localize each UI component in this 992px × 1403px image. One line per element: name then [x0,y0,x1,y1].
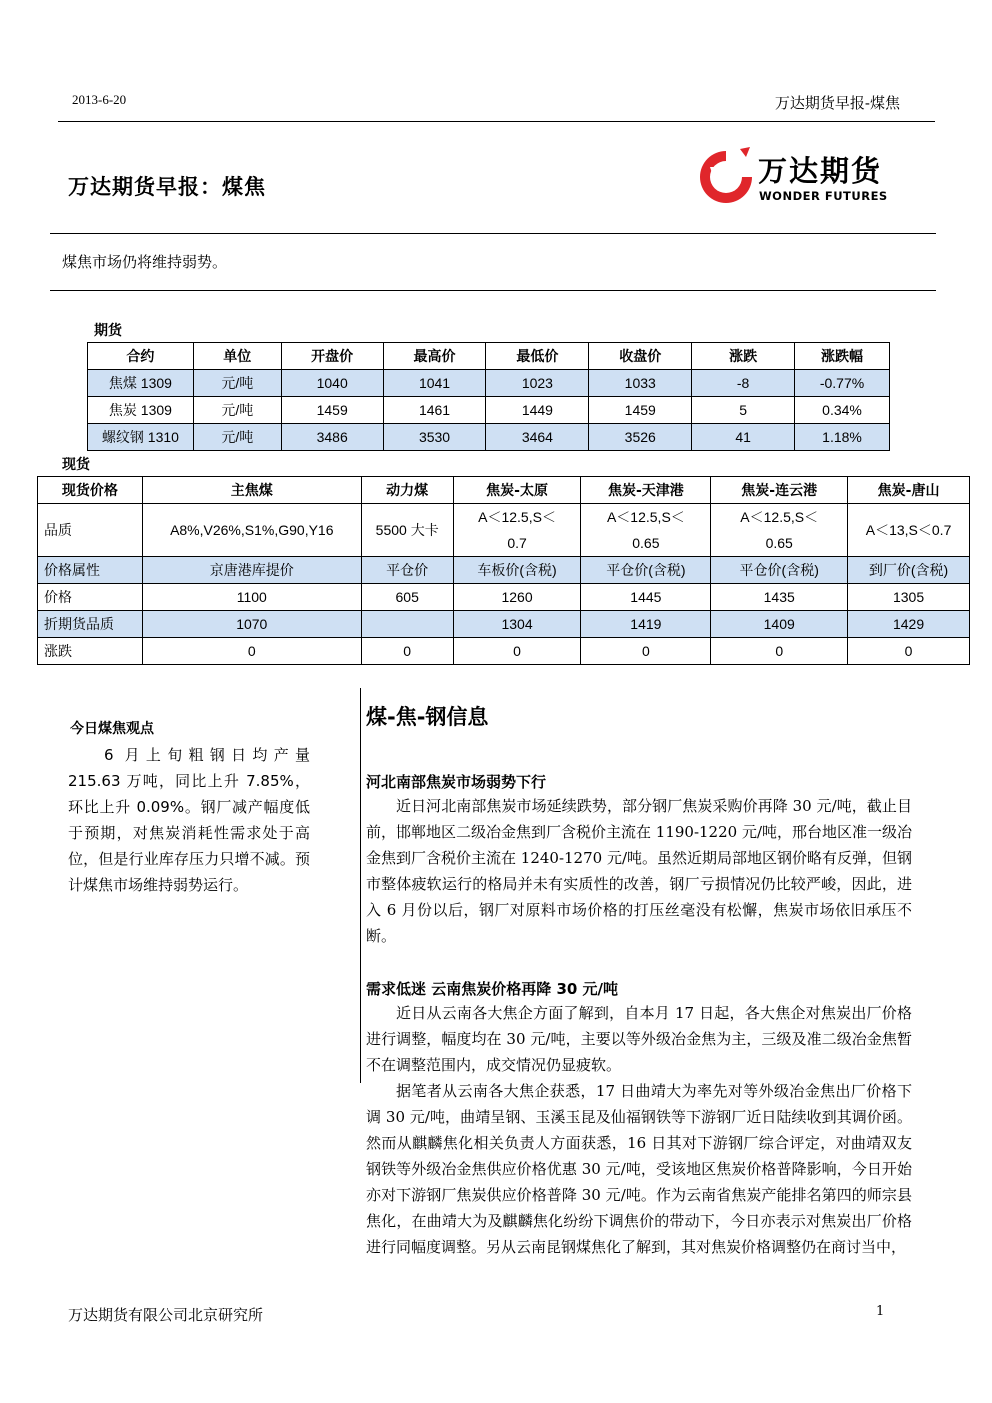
table-row [38,584,970,611]
page-number: 1 [876,1304,885,1319]
table-cell: 5500 大卡 [361,504,453,557]
table-cell: 0 [453,638,581,665]
table-row [38,557,970,584]
table-cell: 1429 [848,611,970,638]
table-cell: A＜13,S＜0.7 [848,504,970,557]
table-cell: 0.34% [795,397,890,424]
article-paragraph: 据笔者从云南各大焦企获悉，17 日曲靖大为率先对等外级冶金焦出厂价格下调 30 元/吨，曲靖呈钢、玉溪玉昆及仙福钢铁等下游钢厂近日陆续收到其调价函。然而从麒麟焦化相关负责人方面获悉，16 日其对下游钢厂综合评定，对曲靖双友钢铁等外级冶金焦供应价格优惠 30 元/吨，受该地区焦炭价格普降影响，今日开始亦对下游钢厂焦炭供应价格普降 30 元/吨。作为云南省焦炭产能排名第四的师宗县焦化，在曲靖大为及麒麟焦化纷纷下调焦价的带动下，今日亦表示对焦炭出厂价格进行同幅度调整。另从云南昆钢煤焦化了解到，其对焦炭价格调整仍在商讨当中， [366,1082,912,1256]
header-divider [58,121,935,122]
table-cell: 1040 [281,370,383,397]
view-body [68,742,310,898]
futures-header-cell: 收盘价 [589,343,692,370]
table-cell: 1041 [383,370,486,397]
quality-line: 0.65 [765,535,793,551]
company-logo [696,145,901,207]
table-cell: 3464 [486,424,589,451]
table-cell: 3486 [281,424,383,451]
table-cell: 1445 [581,584,711,611]
spot-header-cell: 焦炭-连云港 [711,477,848,504]
spot-header-cell: 动力煤 [361,477,453,504]
futures-header-cell: 最高价 [383,343,486,370]
table-cell: 涨跌 [38,638,143,665]
futures-header-cell: 最低价 [486,343,589,370]
table-cell: 元/吨 [193,397,281,424]
logo-text-en: WONDER FUTURES [759,189,888,203]
table-cell: 1435 [711,584,848,611]
table-cell: 1.18% [795,424,890,451]
title-divider [50,233,936,234]
futures-header-cell: 合约 [88,343,194,370]
table-cell: 605 [361,584,453,611]
table-cell: 螺纹钢 1310 [88,424,194,451]
table-cell: 平仓价 [361,557,453,584]
quality-line: 0.65 [632,535,660,551]
table-row [38,611,970,638]
info-section-title: 煤-焦-钢信息 [366,705,489,729]
quality-line: A＜12.5,S＜ [740,509,819,525]
logo-text-cn: 万达期货 [758,154,883,188]
table-cell [711,504,848,557]
spot-header-cell: 主焦煤 [142,477,361,504]
table-row [88,397,890,424]
table-cell: 1459 [281,397,383,424]
spot-header-cell: 焦炭-唐山 [848,477,970,504]
page-title: 万达期货早报：煤焦 [68,175,266,199]
futures-header-cell: 单位 [193,343,281,370]
table-cell: 焦煤 1309 [88,370,194,397]
table-cell: 1070 [142,611,361,638]
article-paragraph: 近日河北南部焦炭市场延续跌势，部分钢厂焦炭采购价再降 30 元/吨，截止目前，邯郸地区二级冶金焦到厂含税价主流在 1190-1220 元/吨，邢台地区准一级冶金焦到厂含税价主流在 1240-1270 元/吨。虽然近期局部地区钢价略有反弹，但钢市整体疲软运行的格局并未有实质性的改善，钢厂亏损情况仍比较严峻，因此，进入 6 月份以后，钢厂对原料市场价格的打压丝毫没有松懈，焦炭市场依旧承压不断。 [366,797,913,945]
table-cell: 车板价(含税) [453,557,581,584]
futures-header-row [88,343,890,370]
table-cell: 折期货品质 [38,611,143,638]
column-divider [360,688,361,1083]
table-cell: 1305 [848,584,970,611]
spot-label: 现货 [62,457,90,473]
table-cell: 焦炭 1309 [88,397,194,424]
spot-table [37,476,970,665]
table-cell: 平仓价(含税) [581,557,711,584]
header-title: 万达期货早报-煤焦 [774,94,900,112]
table-cell: 1419 [581,611,711,638]
table-cell: 5 [692,397,795,424]
spot-header-row [38,477,970,504]
table-cell: 1304 [453,611,581,638]
table-row [88,370,890,397]
table-cell: 1459 [589,397,692,424]
table-cell: 1260 [453,584,581,611]
table-cell: 0 [581,638,711,665]
table-row [38,638,970,665]
table-cell: 到厂价(含税) [848,557,970,584]
table-cell: 1409 [711,611,848,638]
table-cell [581,504,711,557]
table-cell: 0 [361,638,453,665]
table-cell: 1461 [383,397,486,424]
table-cell: 1023 [486,370,589,397]
table-cell: 价格属性 [38,557,143,584]
futures-header-cell: 开盘价 [281,343,383,370]
table-cell: 价格 [38,584,143,611]
table-cell: 41 [692,424,795,451]
logo-mark-icon [696,145,756,207]
table-cell: 0 [848,638,970,665]
quality-line: 0.7 [507,535,527,551]
table-row [88,424,890,451]
quality-row [38,504,970,557]
view-title: 今日煤焦观点 [70,721,154,737]
table-cell: 0 [142,638,361,665]
table-cell: 1033 [589,370,692,397]
article-paragraph: 近日从云南各大焦企方面了解到，自本月 17 日起，各大焦企对焦炭出厂价格进行调整，幅度均在 30 元/吨，主要以等外级冶金焦为主，三级及准二级冶金焦暂不在调整范围内，成交情况仍显疲软。 [366,1004,912,1074]
table-cell: 3530 [383,424,486,451]
table-cell: 3526 [589,424,692,451]
table-cell: -0.77% [795,370,890,397]
futures-header-cell: 涨跌 [692,343,795,370]
report-date: 2013-6-20 [72,92,127,107]
spot-header-cell: 焦炭-天津港 [581,477,711,504]
table-cell [361,611,453,638]
table-cell: -8 [692,370,795,397]
footer-company: 万达期货有限公司北京研究所 [68,1306,264,1324]
spot-header-cell: 现货价格 [38,477,143,504]
table-cell: 元/吨 [193,370,281,397]
table-cell: 平仓价(含税) [711,557,848,584]
quality-line: A＜12.5,S＜ [606,509,685,525]
table-cell: 元/吨 [193,424,281,451]
article-title: 需求低迷 云南焦炭价格再降 30 元/吨 [366,980,619,998]
futures-table [87,342,890,451]
view-text: 6 月上旬粗钢日均产量 215.63 万吨，同比上升 7.85%，环比上升 0.09%。钢厂减产幅度低于预期，对焦炭消耗性需求处于高位，但是行业库存压力只增不减。预计煤焦市场维持弱势运行。 [68,746,310,894]
table-cell: 0 [711,638,848,665]
summary-divider [50,290,936,291]
summary-text: 煤焦市场仍将维持弱势。 [62,253,228,271]
spot-header-cell: 焦炭-太原 [453,477,581,504]
article-title: 河北南部焦炭市场弱势下行 [366,773,547,791]
futures-label: 期货 [94,323,122,339]
table-cell: 1449 [486,397,589,424]
table-cell: 品质 [38,504,143,557]
table-cell: 1100 [142,584,361,611]
futures-header-cell: 涨跌幅 [795,343,890,370]
quality-line: A＜12.5,S＜ [478,509,556,525]
table-cell [453,504,581,557]
table-cell: A8%,V26%,S1%,G90,Y16 [142,504,361,557]
table-cell: 京唐港库提价 [142,557,361,584]
